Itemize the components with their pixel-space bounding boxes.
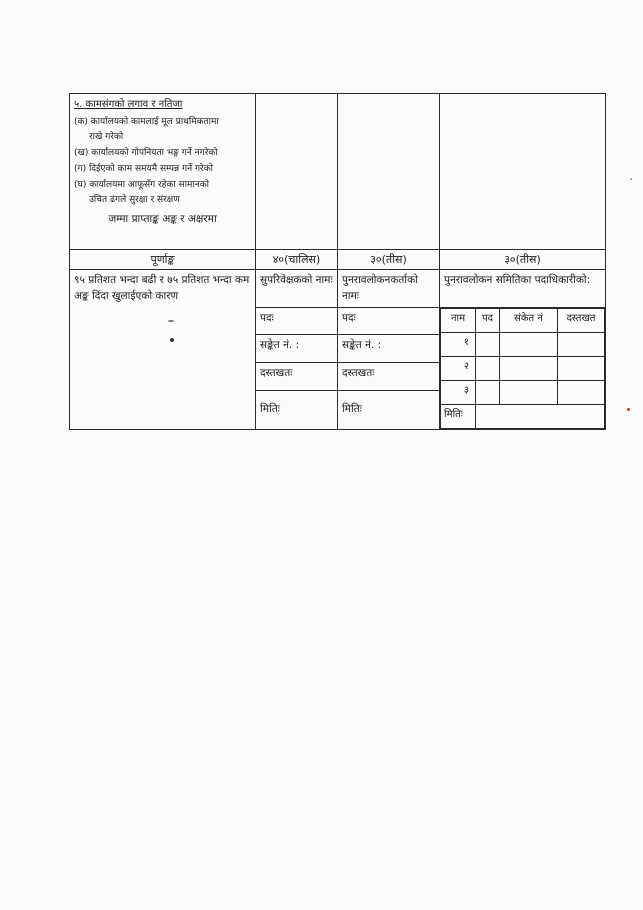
committee-score-cell[interactable]	[440, 94, 606, 250]
committee-date-label: मितिः	[441, 404, 476, 428]
criteria-total-label: जम्मा प्राप्ताङ्क अङ्क र अक्षरमा	[108, 213, 217, 225]
reviewer-score-cell[interactable]	[338, 94, 440, 250]
committee-post-input[interactable]	[476, 380, 500, 404]
scan-speck	[168, 320, 174, 322]
committee-row-number: २	[441, 356, 476, 380]
committee-col-post: पद	[476, 308, 500, 332]
reviewer-name-field[interactable]: पुनरावलोकनकर्ताको नामः	[338, 270, 440, 308]
names-row	[70, 270, 606, 308]
committee-date-input[interactable]	[476, 404, 605, 428]
committee-col-symbol: संकेत नं	[500, 308, 558, 332]
criteria-item-c: (ग) दिईएको काम समयमै सम्पन्न गर्ने गरेको	[74, 163, 213, 174]
committee-row	[441, 380, 605, 404]
reviewer-post-field[interactable]: पदः	[338, 307, 440, 335]
criteria-item-a-cont: राखे गरेको	[89, 132, 124, 143]
committee-col-name: नाम	[441, 308, 476, 332]
committee-row	[441, 356, 605, 380]
reviewer-symbol-field[interactable]: सङ्केत नं. :	[338, 335, 440, 363]
full-marks-row	[70, 250, 606, 270]
criteria-row	[70, 94, 606, 250]
committee-symbol-input[interactable]	[500, 356, 558, 380]
committee-signature-input[interactable]	[558, 380, 605, 404]
full-marks-supervisor: ४०(चालिस)	[256, 250, 338, 270]
full-marks-committee: ३०(तीस)	[440, 250, 606, 270]
full-marks-label: पूर्णाङ्क	[70, 250, 256, 270]
committee-signature-input[interactable]	[558, 332, 605, 356]
committee-post-input[interactable]	[476, 356, 500, 380]
committee-symbol-input[interactable]	[500, 332, 558, 356]
committee-post-input[interactable]	[476, 332, 500, 356]
committee-header-row	[441, 308, 605, 332]
committee-row-number: १	[441, 332, 476, 356]
criteria-cell	[70, 94, 256, 250]
committee-row-number: ३	[441, 380, 476, 404]
scan-speck	[627, 408, 630, 411]
supervisor-score-cell[interactable]	[256, 94, 338, 250]
committee-signature-input[interactable]	[558, 356, 605, 380]
evaluation-table	[69, 93, 606, 430]
full-marks-reviewer: ३०(तीस)	[338, 250, 440, 270]
committee-symbol-input[interactable]	[500, 380, 558, 404]
committee-date-row	[441, 404, 605, 428]
criteria-item-b: (ख) कार्यालयको गोपनियता भङ्ग गर्ने नगरेको	[74, 148, 218, 158]
committee-row	[441, 332, 605, 356]
criteria-heading: ५. कामसंगको लगाव र नतिजा	[74, 99, 183, 110]
reviewer-signature-field[interactable]: दस्तखतः	[338, 362, 440, 390]
reason-text: ९५ प्रतिशत भन्दा बढी र ७५ प्रतिशत भन्दा कम अङ्क दिंदा खुलाईएको कारण	[74, 274, 250, 303]
scan-speck	[630, 178, 632, 180]
supervisor-post-field[interactable]: पदः	[256, 307, 338, 335]
criteria-item-a: (क) कार्यालयको कामलाई मूल प्राथमिकतामा	[74, 116, 219, 127]
committee-members-cell	[440, 307, 606, 429]
scan-speck	[170, 338, 174, 342]
criteria-item-d-cont: उचित ढंगले सुरक्षा र संरक्षण	[89, 195, 180, 206]
committee-members-table	[440, 308, 605, 429]
supervisor-symbol-field[interactable]: सङ्केत नं. :	[256, 335, 338, 363]
reviewer-date-field[interactable]: मितिः	[338, 390, 440, 429]
supervisor-date-field[interactable]: मितिः	[256, 390, 338, 429]
supervisor-name-field[interactable]: सुपरिवेक्षकको नामः	[256, 270, 338, 308]
reason-cell	[70, 270, 256, 430]
supervisor-signature-field[interactable]: दस्तखतः	[256, 362, 338, 390]
criteria-item-d: (घ) कार्यालयमा आफूसँग रहेका सामानको	[74, 179, 209, 190]
committee-heading: पुनरावलोकन समितिका पदाधिकारीको:	[440, 270, 606, 308]
committee-col-signature: दस्तखत	[558, 308, 605, 332]
